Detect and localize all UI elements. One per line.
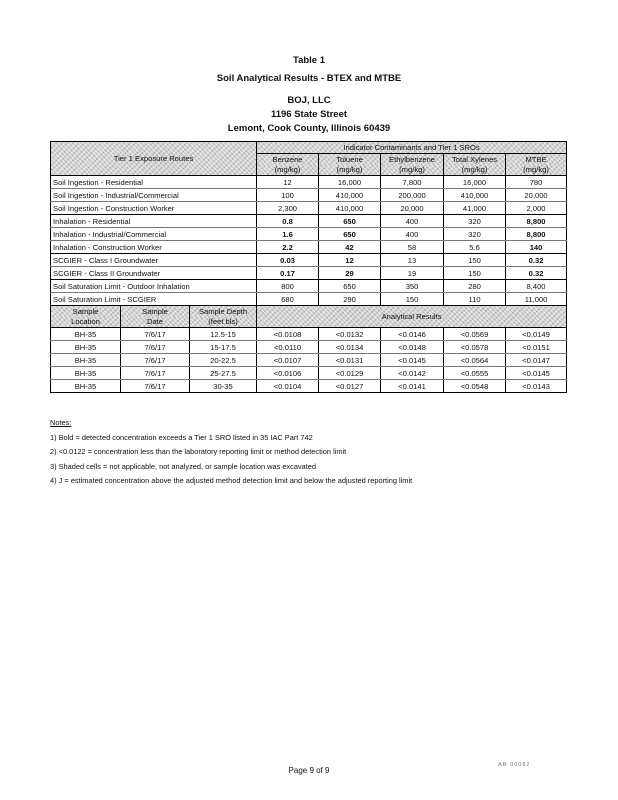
sro-value: 2,300: [257, 202, 319, 215]
document-mark: AR 00082: [498, 762, 531, 768]
sro-row: [51, 176, 567, 189]
col-header-name: Total Xylenes: [444, 154, 506, 165]
exposure-route-label: Inhalation - Industrial/Commercial: [51, 228, 257, 241]
sro-value: 29: [319, 267, 381, 280]
sample-result-value: <0.0151: [506, 341, 567, 354]
sro-row: [51, 189, 567, 202]
route-header: Tier 1 Exposure Routes: [51, 142, 257, 176]
col-header-name: Ethylbenzene: [381, 154, 444, 165]
sample-depth: 25-27.5: [190, 367, 257, 380]
sample-location-header: Sample: [51, 306, 121, 317]
sample-result-value: <0.0569: [444, 328, 506, 341]
sample-result-value: <0.0132: [319, 328, 381, 341]
sample-result-value: <0.0564: [444, 354, 506, 367]
sample-result-value: <0.0147: [506, 354, 567, 367]
indicator-group-header: Indicator Contaminants and Tier 1 SROs: [257, 142, 567, 154]
sample-depth: 30-35: [190, 380, 257, 393]
sro-value: 58: [381, 241, 444, 254]
sro-row: [51, 280, 567, 293]
notes: [50, 416, 412, 489]
sro-value: 320: [444, 215, 506, 228]
sro-value: 41,000: [444, 202, 506, 215]
sample-date-header: Date: [121, 317, 190, 328]
sro-value: 12: [319, 254, 381, 267]
sro-value: 290: [319, 293, 381, 306]
sro-row: [51, 228, 567, 241]
sro-value: 400: [381, 228, 444, 241]
soil-results-table: [50, 141, 567, 393]
sample-result-value: <0.0145: [381, 354, 444, 367]
sro-value: 680: [257, 293, 319, 306]
sro-value: 20,000: [506, 189, 567, 202]
sample-location: BH-35: [51, 341, 121, 354]
sample-result-value: <0.0142: [381, 367, 444, 380]
sro-row: [51, 293, 567, 306]
note-item: 3) Shaded cells = not applicable, not analyzed, or sample location was excavated: [50, 461, 317, 471]
sample-result-value: <0.0104: [257, 380, 319, 393]
col-header-unit: (mg/kg): [257, 165, 319, 176]
sro-value: 150: [444, 267, 506, 280]
sro-value: 19: [381, 267, 444, 280]
sro-value: 42: [319, 241, 381, 254]
sample-result-value: <0.0143: [506, 380, 567, 393]
sro-value: 650: [319, 228, 381, 241]
col-header-name: Toluene: [319, 154, 381, 165]
sro-value: 780: [506, 176, 567, 189]
sro-value: 280: [444, 280, 506, 293]
sro-row: [51, 241, 567, 254]
sro-value: 100: [257, 189, 319, 202]
exposure-route-label: Inhalation - Residential: [51, 215, 257, 228]
sro-row: [51, 202, 567, 215]
col-header-unit: (mg/kg): [506, 165, 567, 176]
sample-result-value: <0.0578: [444, 341, 506, 354]
sample-result-value: <0.0129: [319, 367, 381, 380]
sro-row: [51, 267, 567, 280]
analytical-results-header: Analytical Results: [257, 306, 567, 328]
sro-value: 16,000: [444, 176, 506, 189]
sample-result-value: <0.0548: [444, 380, 506, 393]
col-header-name: Benzene: [257, 154, 319, 165]
sample-result-value: <0.0141: [381, 380, 444, 393]
sample-result-value: <0.0127: [319, 380, 381, 393]
sro-value: 410,000: [319, 189, 381, 202]
notes-heading: Notes:: [50, 418, 72, 427]
sro-value: 410,000: [319, 202, 381, 215]
col-header-unit: (mg/kg): [319, 165, 381, 176]
sro-value: 350: [381, 280, 444, 293]
sro-header: [51, 142, 567, 176]
sro-value: 8,800: [506, 215, 567, 228]
exposure-route-label: Inhalation - Construction Worker: [51, 241, 257, 254]
sample-result-value: <0.0131: [319, 354, 381, 367]
sample-location: BH-35: [51, 328, 121, 341]
sro-value: 200,000: [381, 189, 444, 202]
sample-result-value: <0.0145: [506, 367, 567, 380]
sro-value: 2,000: [506, 202, 567, 215]
document-title: Soil Analytical Results - BTEX and MTBE: [216, 73, 402, 84]
sro-value: 0.17: [257, 267, 319, 280]
sro-value: 1.6: [257, 228, 319, 241]
sro-value: 0.32: [506, 254, 567, 267]
exposure-route-label: SCGIER - Class II Groundwater: [51, 267, 257, 280]
sro-rows: [51, 176, 567, 306]
sample-date: 7/6/17: [121, 367, 190, 380]
sro-value: 650: [319, 215, 381, 228]
sro-value: 8,800: [506, 228, 567, 241]
sro-value: 2.2: [257, 241, 319, 254]
note-item: 2) <0.0122 = concentration less than the laboratory reporting limit or method detection limit: [50, 447, 347, 456]
col-header-name: MTBE: [506, 154, 567, 165]
sro-value: 13: [381, 254, 444, 267]
sample-result-value: <0.0134: [319, 341, 381, 354]
sample-result-value: <0.0106: [257, 367, 319, 380]
site-location: Lemont, Cook County, Illinois 60439: [227, 123, 391, 134]
sample-header: [51, 306, 567, 328]
sample-result-value: <0.0108: [257, 328, 319, 341]
sro-value: 150: [444, 254, 506, 267]
sample-location: BH-35: [51, 380, 121, 393]
sro-value: 410,000: [444, 189, 506, 202]
sample-location: BH-35: [51, 354, 121, 367]
sro-value: 16,000: [319, 176, 381, 189]
sample-row: [51, 341, 567, 354]
sample-depth: 20-22.5: [190, 354, 257, 367]
sample-result-value: <0.0107: [257, 354, 319, 367]
sample-depth: 15-17.5: [190, 341, 257, 354]
sample-result-value: <0.0149: [506, 328, 567, 341]
exposure-route-label: Soil Saturation Limit - Outdoor Inhalation: [51, 280, 257, 293]
sample-date: 7/6/17: [121, 341, 190, 354]
sro-row: [51, 254, 567, 267]
sample-row: [51, 367, 567, 380]
sample-date: 7/6/17: [121, 328, 190, 341]
exposure-route-label: Soil Saturation Limit - SCGIER: [51, 293, 257, 306]
sample-location-header: Location: [51, 317, 121, 328]
sro-value: 320: [444, 228, 506, 241]
sro-value: 800: [257, 280, 319, 293]
note-item: 1) Bold = detected concentration exceeds a Tier 1 SRO listed in 35 IAC Part 742: [50, 432, 313, 442]
sample-date: 7/6/17: [121, 380, 190, 393]
sro-value: 0.8: [257, 215, 319, 228]
sro-value: 11,000: [506, 293, 567, 306]
sample-row: [51, 328, 567, 341]
sro-value: 7,800: [381, 176, 444, 189]
page-number: Page 9 of 9: [288, 766, 330, 775]
sample-depth-header: (feet bls): [190, 317, 257, 328]
sample-row: [51, 380, 567, 393]
sample-rows: [51, 328, 567, 393]
sro-value: 5.6: [444, 241, 506, 254]
sro-value: 20,000: [381, 202, 444, 215]
sample-depth-header: Sample Depth: [190, 306, 257, 317]
col-header-unit: (mg/kg): [444, 165, 506, 176]
sro-value: 0.03: [257, 254, 319, 267]
note-item: 4) J = estimated concentration above the adjusted method detection limit and below the adjusted reporting limit: [50, 476, 413, 485]
exposure-route-label: Soil Ingestion - Construction Worker: [51, 202, 257, 215]
sro-value: 8,400: [506, 280, 567, 293]
sample-row: [51, 354, 567, 367]
company-name: BOJ, LLC: [287, 95, 331, 106]
table-label: Table 1: [292, 55, 326, 66]
sro-value: 650: [319, 280, 381, 293]
sample-result-value: <0.0555: [444, 367, 506, 380]
site-address: 1196 State Street: [270, 109, 348, 120]
sro-value: 110: [444, 293, 506, 306]
sample-depth: 12.5-15: [190, 328, 257, 341]
sro-row: [51, 215, 567, 228]
sample-result-value: <0.0148: [381, 341, 444, 354]
sample-result-value: <0.0110: [257, 341, 319, 354]
exposure-route-label: Soil Ingestion - Residential: [51, 176, 257, 189]
sample-result-value: <0.0146: [381, 328, 444, 341]
sro-value: 400: [381, 215, 444, 228]
sample-date: 7/6/17: [121, 354, 190, 367]
exposure-route-label: Soil Ingestion - Industrial/Commercial: [51, 189, 257, 202]
sro-value: 12: [257, 176, 319, 189]
col-header-unit: (mg/kg): [381, 165, 444, 176]
sample-location: BH-35: [51, 367, 121, 380]
exposure-route-label: SCGIER - Class I Groundwater: [51, 254, 257, 267]
sro-value: 0.32: [506, 267, 567, 280]
sro-value: 150: [381, 293, 444, 306]
sample-date-header: Sample: [121, 306, 190, 317]
sro-value: 140: [506, 241, 567, 254]
